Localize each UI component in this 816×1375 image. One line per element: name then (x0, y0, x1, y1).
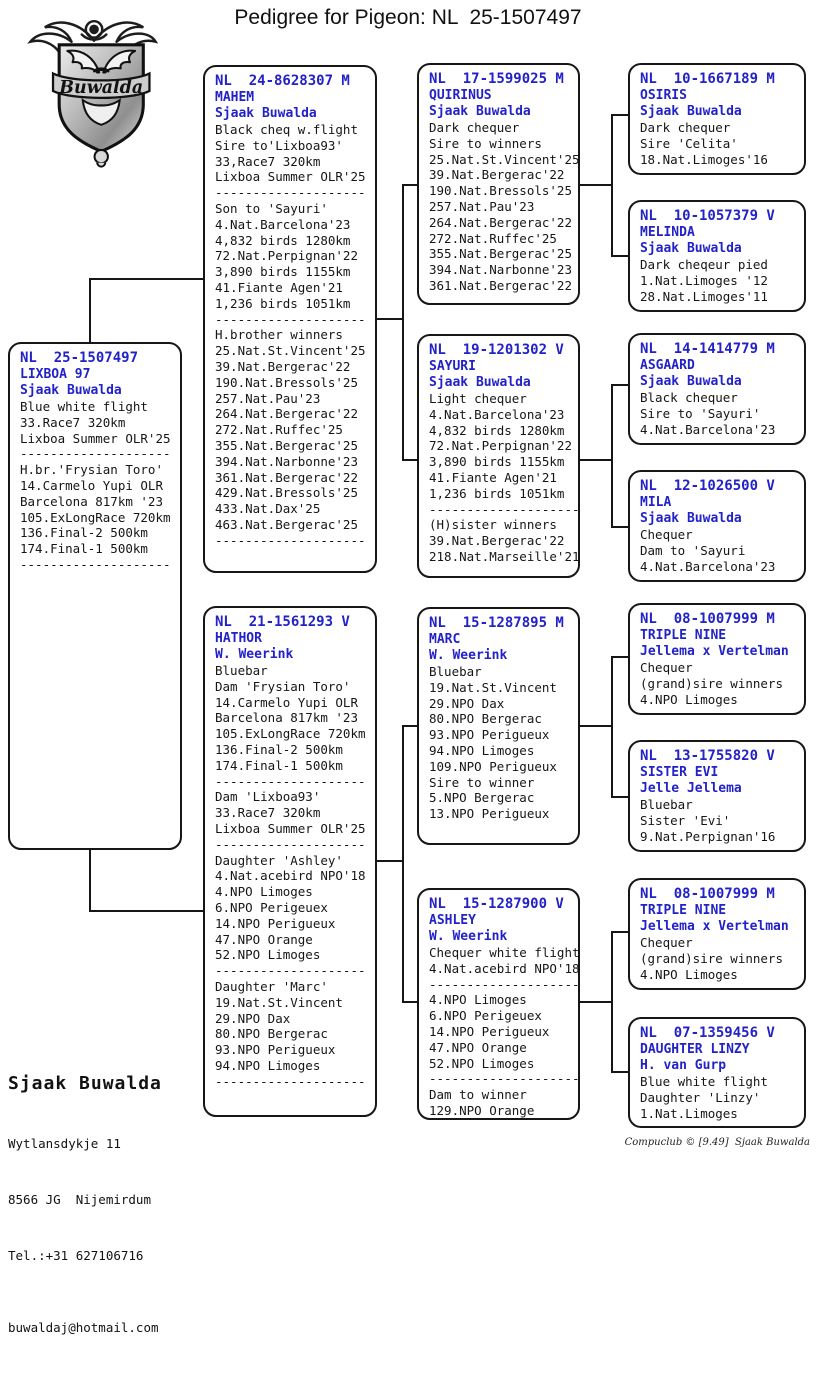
pedigree-line: 6.NPO Perigeuex (429, 1008, 542, 1024)
pedigree-line: Blue white flight (20, 399, 148, 414)
pedigree-line: 355.Nat.Bergerac'25 (429, 246, 572, 262)
pedigree-line: 4.Nat.acebird NPO'18 (429, 960, 580, 976)
ring-number: NL 08-1007999 M (640, 611, 775, 627)
pedigree-line: 13.NPO Perigueux (429, 806, 550, 822)
pedigree-connector-line (580, 725, 613, 727)
pigeon-owner: Sjaak Buwalda (640, 104, 742, 119)
pigeon-name: LIXBOA 97 (20, 367, 91, 382)
ring-number: NL 24-8628307 M (215, 73, 350, 89)
pedigree-line: Chequer (640, 527, 693, 542)
ring-number: NL 15-1287895 M (429, 615, 564, 631)
pedigree-box-melinda (628, 200, 806, 312)
pedigree-line: H.brother winners (215, 327, 343, 343)
pedigree-box-triple_nine_1 (628, 603, 806, 715)
pedigree-line: -------------------- (429, 976, 580, 992)
pedigree-connector-line (611, 526, 629, 528)
pedigree-line: 4.NPO Limoges (640, 966, 738, 982)
pedigree-line: 94.NPO Limoges (429, 742, 535, 758)
pedigree-line: 129.NPO Orange (429, 1102, 535, 1118)
pigeon-owner: Sjaak Buwalda (429, 104, 531, 119)
pedigree-line: 80.NPO Bergerac (429, 711, 542, 727)
pedigree-line: Daughter 'Linzy' (640, 1089, 761, 1105)
pedigree-line: Lixboa Summer OLR'25 (215, 169, 366, 185)
footer-credit: Compuclub © [9.49] Sjaak Buwalda (624, 1137, 810, 1148)
ring-number: NL 13-1755820 V (640, 748, 775, 764)
pedigree-line: -------------------- (20, 446, 171, 462)
pigeon-name: SAYURI (429, 359, 476, 374)
pedigree-line: Bluebar (640, 797, 693, 812)
pedigree-line: Chequer (640, 935, 693, 950)
pedigree-line: -------------------- (215, 532, 366, 548)
pedigree-line: 93.NPO Perigueux (215, 1042, 336, 1058)
pedigree-line: Son to 'Sayuri' (215, 200, 328, 216)
pedigree-line: 3,890 birds 1155km (215, 264, 351, 280)
pedigree-line: Black chequer (640, 390, 738, 405)
pedigree-connector-line (611, 384, 629, 386)
ring-number: NL 25-1507497 (20, 350, 139, 366)
pedigree-line: -------------------- (429, 1071, 580, 1087)
pigeon-name: MAHEM (215, 90, 255, 105)
pedigree-connector-line (402, 725, 418, 727)
pedigree-line: Dam to 'Sayuri (640, 542, 746, 558)
pedigree-connector-line (377, 860, 404, 862)
pedigree-line: Dark cheqeur pied (640, 257, 768, 272)
ring-number: NL 07-1359456 V (640, 1025, 775, 1041)
crest-tassel (95, 150, 108, 167)
pedigree-line: 33,Race7 320km (215, 153, 321, 169)
pedigree-line: -------------------- (20, 556, 171, 572)
pedigree-line: 257.Nat.Pau'23 (215, 390, 321, 406)
pedigree-line: 361.Nat.Bergerac'22 (215, 469, 358, 485)
pedigree-line: Dam to winner (429, 1087, 527, 1103)
pedigree-box-sister_evi (628, 740, 806, 852)
pedigree-box-mila (628, 470, 806, 582)
pedigree-line: Daughter 'Marc' (215, 978, 328, 994)
pedigree-line: 72.Nat.Perpignan'22 (429, 438, 572, 454)
pedigree-box-ashley (417, 888, 580, 1120)
pedigree-line: Bluebar (429, 664, 482, 679)
pedigree-line: 272.Nat.Ruffec'25 (215, 422, 343, 438)
pedigree-line: 174.Final-1 500km (20, 541, 148, 557)
pigeon-owner: Sjaak Buwalda (640, 241, 742, 256)
crest-banner-text: Buwalda (59, 78, 144, 98)
pigeon-name: ASGAARD (640, 358, 695, 373)
pigeon-owner: W. Weerink (429, 929, 508, 944)
pedigree-line: 47.NPO Orange (429, 1039, 527, 1055)
pedigree-line: 4,832 birds 1280km (215, 232, 351, 248)
pedigree-line: Dam 'Lixboa93' (215, 789, 321, 805)
pedigree-line: 1.Nat.Limoges (640, 1105, 738, 1121)
pedigree-line: Dark chequer (640, 120, 731, 135)
pedigree-line: 4.NPO Limoges (429, 992, 527, 1008)
pigeon-name: HATHOR (215, 631, 262, 646)
pedigree-line: -------------------- (215, 963, 366, 979)
pigeon-owner: Sjaak Buwalda (640, 511, 742, 526)
pedigree-box-sayuri (417, 334, 580, 578)
pigeon-name: TRIPLE NINE (640, 628, 727, 643)
pedigree-line: 4.Nat.acebird NPO'18 (215, 868, 366, 884)
pigeon-name: MILA (640, 495, 672, 510)
pigeon-owner: W. Weerink (215, 647, 294, 662)
ring-number: NL 21-1561293 V (215, 614, 350, 630)
pedigree-line: H.br.'Frysian Toro' (20, 462, 163, 478)
owner-name: Sjaak Buwalda (8, 1073, 162, 1094)
pedigree-line: Chequer white flight (429, 945, 580, 960)
pedigree-box-daughter_linzy (628, 1017, 806, 1128)
ring-number: NL 08-1007999 M (640, 886, 775, 902)
pedigree-connector-line (402, 184, 404, 461)
owner-email: buwaldaj@hotmail.com (8, 1320, 159, 1335)
pigeon-owner: Sjaak Buwalda (215, 106, 317, 121)
owner-block (8, 1033, 162, 1375)
pedigree-connector-line (402, 1001, 418, 1003)
pedigree-line: 355.Nat.Bergerac'25 (215, 437, 358, 453)
pedigree-line: 1,236 birds 1051km (215, 295, 351, 311)
pedigree-box-subject (8, 342, 182, 850)
pedigree-line: Lixboa Summer OLR'25 (20, 430, 171, 446)
pedigree-line: Sire to 'Sayuri' (640, 405, 761, 421)
pedigree-box-osiris (628, 63, 806, 175)
pedigree-line: 4.NPO Limoges (215, 884, 313, 900)
pedigree-line: 28.Nat.Limoges'11 (640, 288, 768, 304)
pedigree-line: 33.Race7 320km (20, 414, 126, 430)
pedigree-line: 394.Nat.Narbonne'23 (215, 453, 358, 469)
pedigree-line: 18.Nat.Limoges'16 (640, 151, 768, 167)
pedigree-line: 394.Nat.Narbonne'23 (429, 262, 572, 278)
pedigree-line: -------------------- (215, 185, 366, 201)
owner-phone: Tel.:+31 627106716 (8, 1248, 144, 1263)
pedigree-line: 41.Fiante Agen'21 (215, 279, 343, 295)
pedigree-line: Barcelona 817km '23 (215, 710, 358, 726)
pedigree-line: 4.Nat.Barcelona'23 (429, 406, 565, 422)
pedigree-connector-line (580, 459, 613, 461)
pedigree-box-hathor (203, 606, 377, 1117)
pedigree-line: Bluebar (215, 663, 268, 678)
pedigree-line: Daughter 'Ashley' (215, 852, 343, 868)
pedigree-line: Sire to winners (429, 135, 542, 151)
pedigree-connector-line (611, 796, 629, 798)
pedigree-connector-line (580, 184, 613, 186)
pigeon-owner: Jellema x Vertelman (640, 919, 789, 934)
pedigree-connector-line (611, 384, 613, 528)
ring-number: NL 15-1287900 V (429, 896, 564, 912)
pigeon-owner: Jellema x Vertelman (640, 644, 789, 659)
pedigree-line: 39.Nat.Bergerac'22 (429, 167, 565, 183)
pedigree-line: 39.Nat.Bergerac'22 (429, 533, 565, 549)
pigeon-owner: Jelle Jellema (640, 781, 742, 796)
pedigree-connector-line (377, 318, 404, 320)
owner-city: 8566 JG Nijemirdum (8, 1192, 151, 1207)
pedigree-line: Barcelona 817km '23 (20, 493, 163, 509)
pigeon-owner: Sjaak Buwalda (640, 374, 742, 389)
ring-number: NL 12-1026500 V (640, 478, 775, 494)
pedigree-connector-line (611, 656, 613, 798)
pedigree-line: Blue white flight (640, 1074, 768, 1089)
pedigree-line: 52.NPO Limoges (215, 947, 321, 963)
pedigree-line: 94.NPO Limoges (215, 1057, 321, 1073)
pedigree-line: 14.NPO Perigueux (429, 1023, 550, 1039)
pedigree-line: 41.Fiante Agen'21 (429, 469, 557, 485)
pedigree-box-quirinus (417, 63, 580, 305)
pedigree-line: Sire to'Lixboa93' (215, 137, 343, 153)
pedigree-line: 4,832 birds 1280km (429, 422, 565, 438)
pedigree-box-asgaard (628, 333, 806, 445)
ring-number: NL 10-1667189 M (640, 71, 775, 87)
pedigree-line: 33.Race7 320km (215, 805, 321, 821)
pedigree-line: 19.Nat.St.Vincent (215, 994, 343, 1010)
pedigree-line: 105.ExLongRace 720km (215, 726, 366, 742)
pedigree-line: 29.NPO Dax (429, 695, 505, 711)
pedigree-line: -------------------- (215, 773, 366, 789)
pedigree-connector-line (611, 931, 629, 933)
pedigree-line: 9.Nat.Perpignan'16 (640, 828, 776, 844)
pedigree-line: 25.Nat.St.Vincent'25 (215, 343, 366, 359)
ring-number: NL 14-1414779 M (640, 341, 775, 357)
pedigree-connector-line (89, 910, 205, 912)
pedigree-line: Dark chequer (429, 120, 520, 135)
pedigree-connector-line (611, 656, 629, 658)
pedigree-connector-line (611, 255, 629, 257)
pedigree-connector-line (402, 459, 418, 461)
pedigree-line: 218.Nat.Marseille'21 (429, 548, 580, 564)
ring-number: NL 17-1599025 M (429, 71, 564, 87)
pedigree-line: 4.NPO Limoges (640, 691, 738, 707)
pedigree-line: 174.Final-1 500km (215, 757, 343, 773)
pedigree-line: 3,890 birds 1155km (429, 454, 565, 470)
pedigree-line: 4.Nat.Barcelona'23 (640, 421, 776, 437)
pedigree-line: 14.Carmelo Yupi OLR (20, 477, 163, 493)
pedigree-connector-line (89, 278, 205, 280)
pedigree-line: 29.NPO Dax (215, 1010, 291, 1026)
pedigree-line: 429.Nat.Bressols'25 (215, 485, 358, 501)
buwalda-crest-logo (22, 14, 162, 172)
crest-icon (22, 14, 162, 172)
pedigree-line: 4.Nat.Barcelona'23 (215, 216, 351, 232)
pigeon-owner: Sjaak Buwalda (20, 383, 122, 398)
pedigree-line: Black cheq w.flight (215, 122, 358, 137)
pedigree-line: Sister 'Evi' (640, 812, 731, 828)
pedigree-line: Dam 'Frysian Toro' (215, 678, 351, 694)
pedigree-line: 257.Nat.Pau'23 (429, 198, 535, 214)
pedigree-line: 14.Carmelo Yupi OLR (215, 694, 358, 710)
pigeon-name: SISTER EVI (640, 765, 719, 780)
pedigree-line: 190.Nat.Bressols'25 (215, 374, 358, 390)
pedigree-line: (H)sister winners (429, 517, 557, 533)
pigeon-name: TRIPLE NINE (640, 903, 727, 918)
pedigree-box-mahem (203, 65, 377, 573)
pedigree-line: 93.NPO Perigueux (429, 727, 550, 743)
pedigree-line: Lixboa Summer OLR'25 (215, 820, 366, 836)
pedigree-line: -------------------- (215, 836, 366, 852)
pedigree-line: 463.Nat.Bergerac'25 (215, 516, 358, 532)
pedigree-line: 80.NPO Bergerac (215, 1026, 328, 1042)
pedigree-line: 264.Nat.Bergerac'22 (215, 406, 358, 422)
pedigree-line: (grand)sire winners (640, 950, 783, 966)
pedigree-line: 19.Nat.St.Vincent (429, 679, 557, 695)
pedigree-line: 14.NPO Perigueux (215, 915, 336, 931)
pedigree-line: 272.Nat.Ruffec'25 (429, 230, 557, 246)
pedigree-line: 264.Nat.Bergerac'22 (429, 214, 572, 230)
pedigree-line: 109.NPO Perigueux (429, 758, 557, 774)
pedigree-box-triple_nine_2 (628, 878, 806, 990)
pedigree-line: 105.ExLongRace 720km (20, 509, 171, 525)
pigeon-owner: H. van Gurp (640, 1058, 727, 1073)
owner-address: Wytlansdykje 11 (8, 1136, 121, 1151)
ring-number: NL 10-1057379 V (640, 208, 775, 224)
pedigree-connector-line (580, 1001, 613, 1003)
pedigree-line: 4.Nat.Barcelona'23 (640, 558, 776, 574)
pedigree-line: 433.Nat.Dax'25 (215, 501, 321, 517)
pigeon-name: MELINDA (640, 225, 695, 240)
pedigree-line: (grand)sire winners (640, 675, 783, 691)
pedigree-line: Light chequer (429, 391, 527, 406)
pedigree-connector-line (89, 278, 91, 344)
pedigree-connector-line (611, 1071, 629, 1073)
pedigree-box-marc (417, 607, 580, 845)
page-title: Pedigree for Pigeon: NL 25-1507497 (234, 6, 582, 29)
pedigree-line: Sire to winner (429, 774, 535, 790)
pedigree-connector-line (402, 725, 404, 1003)
pedigree-line: 72.Nat.Perpignan'22 (215, 248, 358, 264)
pigeon-owner: W. Weerink (429, 648, 508, 663)
pedigree-line: 361.Nat.Bergerac'22 (429, 277, 572, 293)
pedigree-connector-line (89, 848, 91, 912)
pedigree-line: 6.NPO Perigeuex (215, 899, 328, 915)
pedigree-line: 5.NPO Bergerac (429, 790, 535, 806)
pedigree-line: 47.NPO Orange (215, 931, 313, 947)
pedigree-connector-line (611, 114, 629, 116)
pigeon-name: MARC (429, 632, 461, 647)
pedigree-connector-line (402, 184, 418, 186)
pedigree-line: 190.Nat.Bressols'25 (429, 183, 572, 199)
pedigree-line: Sire 'Celita' (640, 135, 738, 151)
pedigree-line: -------------------- (215, 1073, 366, 1089)
pedigree-line: 136.Final-2 500km (20, 525, 148, 541)
pedigree-line: -------------------- (429, 501, 580, 517)
pedigree-line: 1,236 birds 1051km (429, 485, 565, 501)
pedigree-line: -------------------- (215, 311, 366, 327)
pedigree-line: 1.Nat.Limoges '12 (640, 272, 768, 288)
pedigree-line: 52.NPO Limoges (429, 1055, 535, 1071)
pedigree-connector-line (611, 114, 613, 257)
pigeon-name: DAUGHTER LINZY (640, 1042, 750, 1057)
pigeon-owner: Sjaak Buwalda (429, 375, 531, 390)
pedigree-line: Chequer (640, 660, 693, 675)
pigeon-name: OSIRIS (640, 88, 687, 103)
ring-number: NL 19-1201302 V (429, 342, 564, 358)
pedigree-connector-line (611, 931, 613, 1073)
pigeon-name: ASHLEY (429, 913, 476, 928)
pedigree-line: 136.Final-2 500km (215, 741, 343, 757)
pedigree-line: 39.Nat.Bergerac'22 (215, 358, 351, 374)
pigeon-name: QUIRINUS (429, 88, 492, 103)
pedigree-line: 25.Nat.St.Vincent'25 (429, 151, 580, 167)
